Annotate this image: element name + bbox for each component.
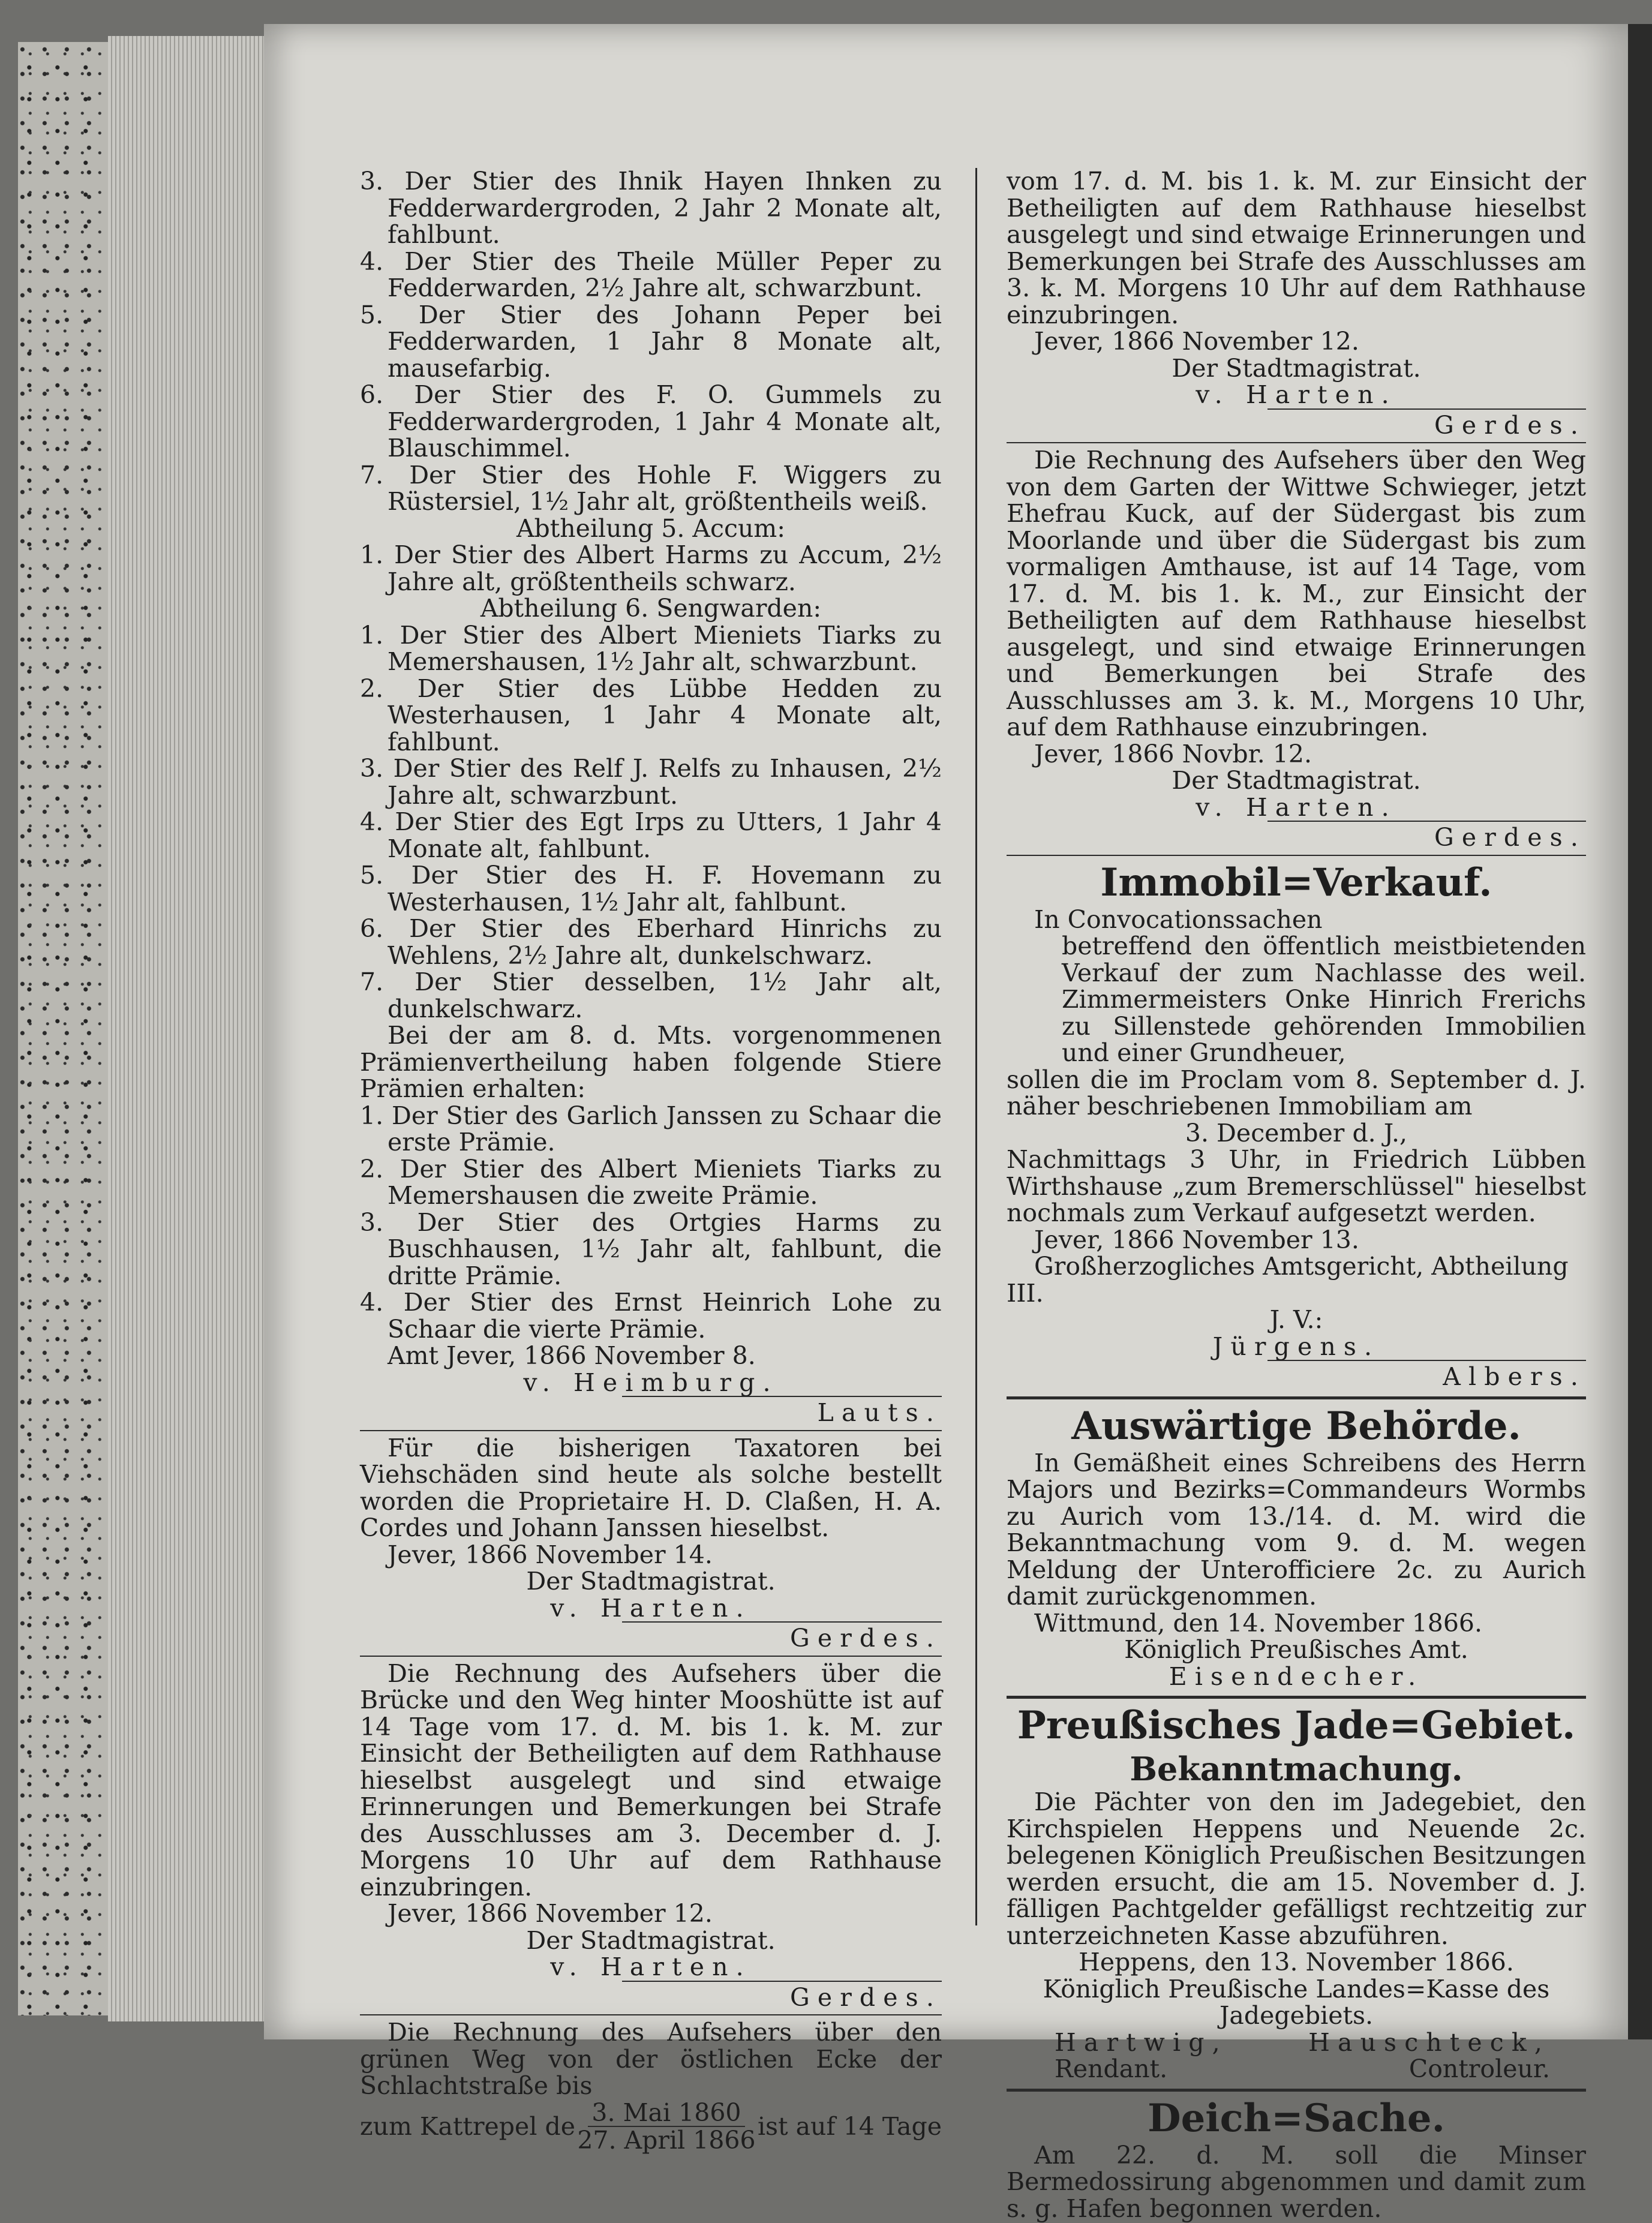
immobil-place-date: Jever, 1866 November 13. [1034,1225,1359,1254]
list-item: 1. Der Stier des Albert Mieniets Tiarks zu Memershausen, 1½ Jahr alt, schwarzbunt. [360,620,942,676]
notice4-text: Die Rechnung des Aufsehers über den grünen Weg von der östlichen Ecke der Schlachtstraße bis [360,2018,942,2100]
continuation-place-date: Jever, 1866 November 12. [1034,327,1359,356]
notice2-signer: v. Harten. [550,1593,752,1623]
jade-text: Die Pächter von den im Jadegebiet, den Kirchspielen Heppens und Neuende 2c. belegenen Königlich Preußischen Besitzungen werden ersucht, die am 15. November d. J. fälligen Pachtgelder gefälligst rechtzeitig zur unterzeichneten Kasse abzuführen. [1007,1788,1586,1950]
list-item: 2. Der Stier des Lübbe Hedden zu Westerhausen, 1 Jahr 4 Monate alt, fahlbunt. [360,674,942,756]
immobil-case: In Convocationssachen [1034,905,1323,934]
immobil-clerk: Albers. [1267,1360,1586,1390]
jade-signer1-role: Rendant. [1055,2054,1168,2083]
jade-signer-roles [1007,2056,1586,2083]
notice3-clerk-row [360,1981,942,2011]
notice-separator [360,2014,942,2015]
list-item: 2. Der Stier des Albert Mieniets Tiarks zu Memershausen die zweite Prämie. [360,1154,942,1210]
notice1-signer: v. Heimburg. [523,1368,779,1397]
jade-signer2-role: Controleur. [1408,2054,1550,2083]
notice5-text: Die Rechnung des Aufsehers über den Weg von dem Garten der Wittwe Schwieger, jetzt Ehefrau Kuck, auf der Südergast bis zum Moorlande und über die Südergast bis zum vormaligen Amthause, ist auf 14 Tage, vom 17. d. M. bis 1. k. M., zur Einsicht der Betheiligten auf dem Rathhause hieselbst ausgelegt, und sind etwaige Erinnerungen und Bemerkungen bei Strafe des Ausschlusses am 3. k. M., Morgens 10 Uhr, auf dem Rathhause einzubringen. [1007,446,1586,741]
bull-list-accum [360,542,942,595]
immobil-text: sollen die im Proclam vom 8. September d. J. näher beschriebenen Immobiliam am [1007,1065,1586,1120]
list-item: 4. Der Stier des Egt Irps zu Utters, 1 Jahr 4 Monate alt, fahlbunt. [360,807,942,863]
list-item: 6. Der Stier des F. O. Gummels zu Fedderwardergroden, 1 Jahr 4 Monate alt, Blauschimmel. [360,380,942,462]
notice3-place-date: Jever, 1866 November 12. [388,1899,713,1928]
notice-separator [1007,855,1586,856]
right-column [1007,168,1586,2222]
notice2-text: Für die bisherigen Taxatoren bei Viehschäden sind heute als solche bestellt worden die Proprietaire H. D. Claßen, H. A. Cordes und Johann Janssen hieselbst. [360,1433,942,1542]
auswaertig-text: In Gemäßheit eines Schreibens des Herrn Majors und Bezirks=Commandeurs Wormbs zu Aurich vom 13./14. d. M. wird die Bekanntmachung vom 9. d. M. wegen Meldung der Unterofficiere 2c. zu Aurich damit zurückgenommen. [1007,1448,1586,1611]
left-column [360,168,942,2154]
page-stack [108,36,270,2021]
section-separator [1007,1696,1586,1699]
notice5-clerk-row [1007,821,1586,851]
auswaertig-signer: Eisendecher. [1169,1662,1424,1691]
list-item: 1. Der Stier des Albert Harms zu Accum, 2½ Jahre alt, größtentheils schwarz. [360,540,942,596]
continuation-clerk-row [1007,408,1586,439]
notice3-authority: Der Stadtmagistrat. [526,1925,776,1955]
notice3-text: Die Rechnung des Aufsehers über die Brücke und den Weg hinter Mooshütte ist auf 14 Tage vom 17. d. M. bis 1. k. M. zur Einsicht der Betheiligten auf dem Rathhause hieselbst ausgelegt und sind etwaige Erinnerungen und Bemerkungen bei Strafe des Ausschlusses am 3. December d. J. Morgens 10 Uhr auf dem Rathhause einzubringen. [360,1659,942,1901]
bull-list-fedderwarden [360,168,942,515]
section-heading-accum: Abtheilung 5. Accum: [516,513,786,543]
jade-place-date: Heppens, den 13. November 1866. [1079,1948,1514,1976]
notice-separator [1007,442,1586,443]
list-item: 3. Der Stier des Ihnik Hayen Ihnken zu Fedderwardergroden, 2 Jahr 2 Monate alt, fahlbunt. [360,167,942,249]
column-divider [975,168,977,1925]
notice5-clerk: Gerdes. [1267,821,1586,851]
immobil-concerning: betreffend den öffentlich meistbietenden Verkauf der zum Nachlasse des weil. Zimmermeisters Onke Hinrich Frerichs zu Sillenstede gehörenden Immobilien und einer Grundheuer, [1062,932,1586,1067]
continuation-text: vom 17. d. M. bis 1. k. M. zur Einsicht der Betheiligten auf dem Rathhause hieselbst ausgelegt und sind etwaige Erinnerungen und Bemerkungen bei Strafe des Ausschlusses am 3. k. M. Morgens 10 Uhr auf dem Rathhause einzubringen. [1007,167,1586,329]
auswaertig-heading: Auswärtige Behörde. [1071,1403,1521,1449]
binding-shadow [1628,24,1652,2039]
notice3-signer: v. Harten. [550,1952,752,1981]
jade-signer2-name: Hauschteck, [1308,2027,1550,2057]
list-item: 5. Der Stier des Johann Peper bei Fedderwarden, 1 Jahr 8 Monate alt, mausefarbig. [360,300,942,383]
notice4-date-fraction [577,2099,755,2154]
notice5-signer: v. Harten. [1196,792,1397,822]
praemien-intro: Bei der am 8. d. Mts. vorgenommenen Prämienvertheilung haben folgende Stiere Prämien erhalten: [360,1021,942,1103]
notice2-clerk-row [360,1621,942,1652]
immobil-iv: J. V.: [1269,1305,1323,1334]
list-item: 3. Der Stier des Relf J. Relfs zu Inhausen, 2½ Jahre alt, schwarzbunt. [360,754,942,810]
immobil-heading: Immobil=Verkauf. [1100,860,1492,905]
immobil-signer: Jürgens. [1212,1332,1380,1361]
jade-heading: Preußisches Jade=Gebiet. [1017,1703,1576,1748]
section-heading-sengwarden: Abtheilung 6. Sengwarden: [480,594,822,623]
jade-authority: Königlich Preußische Landes=Kasse des Jadegebiets. [1043,1974,1550,2030]
section-separator [1007,2089,1586,2092]
list-item: 6. Der Stier des Eberhard Hinrichs zu Wehlens, 2½ Jahre alt, dunkelschwarz. [360,914,942,970]
jade-signers [1007,2029,1586,2056]
notice4-date-line [360,2099,942,2154]
list-item: 1. Der Stier des Garlich Janssen zu Schaar die erste Prämie. [360,1101,942,1156]
notice4-prefix: zum Kattrepel de [360,2111,575,2141]
notice-separator [360,1656,942,1657]
jade-subheading: Bekanntmachung. [1130,1750,1463,1788]
bull-list-sengwarden [360,622,942,1023]
notice5-authority: Der Stadtmagistrat. [1172,766,1421,795]
notice2-authority: Der Stadtmagistrat. [526,1567,776,1596]
continuation-authority: Der Stadtmagistrat. [1172,353,1421,383]
notice1-clerk-row [360,1396,942,1426]
immobil-clerk-row [1007,1360,1586,1390]
immobil-date: 3. December d. J., [1185,1118,1408,1147]
auswaertig-place-date: Wittmund, den 14. November 1866. [1034,1608,1483,1638]
notice3-clerk: Gerdes. [622,1981,942,2011]
notice5-place-date: Jever, 1866 Novbr. 12. [1034,739,1312,768]
notice2-place-date: Jever, 1866 November 14. [388,1540,713,1569]
notice4-date-upper: 3. Mai 1860 [588,2099,744,2128]
list-item: 3. Der Stier des Ortgies Harms zu Buschhausen, 1½ Jahr alt, fahlbunt, die dritte Prämie. [360,1207,942,1290]
notice-separator [360,1430,942,1431]
list-item: 5. Der Stier des H. F. Hovemann zu Westerhausen, 1½ Jahr alt, fahlbunt. [360,861,942,917]
notice4-suffix: ist auf 14 Tage [757,2111,942,2141]
notice1-clerk: Lauts. [622,1396,942,1426]
continuation-clerk: Gerdes. [1267,408,1586,439]
notice2-clerk: Gerdes. [622,1621,942,1652]
deich-text: Am 22. d. M. soll die Minser Bermedossirung abgenommen und damit zum s. g. Hafen begonnen werden. [1007,2140,1586,2223]
immobil-authority: Großherzogliches Amtsgericht, Abtheilung III. [1007,1252,1569,1308]
list-item: 7. Der Stier desselben, 1½ Jahr alt, dunkelschwarz. [360,968,942,1023]
notice1-place-date: Amt Jever, 1866 November 8. [388,1341,756,1370]
auswaertig-authority: Königlich Preußisches Amt. [1124,1635,1468,1664]
list-item: 4. Der Stier des Ernst Heinrich Lohe zu Schaar die vierte Prämie. [360,1288,942,1344]
book-edge [18,42,108,2015]
continuation-signer: v. Harten. [1196,380,1397,409]
praemien-list [360,1103,942,1343]
notice4-date-lower: 27. April 1866 [577,2126,756,2155]
immobil-text2: Nachmittags 3 Uhr, in Friedrich Lübben Wirthshause „zum Bremerschlüssel" hieselbst nochmals zum Verkauf aufgesetzt werden. [1007,1145,1586,1227]
list-item: 7. Der Stier des Hohle F. Wiggers zu Rüstersiel, 1½ Jahr alt, größtentheils weiß. [360,460,942,516]
jade-signer1-name: Hartwig, [1055,2027,1228,2057]
deich-heading: Deich=Sache. [1148,2095,1445,2141]
section-separator [1007,1396,1586,1399]
list-item: 4. Der Stier des Theile Müller Peper zu Fedderwarden, 2½ Jahre alt, schwarzbunt. [360,247,942,302]
